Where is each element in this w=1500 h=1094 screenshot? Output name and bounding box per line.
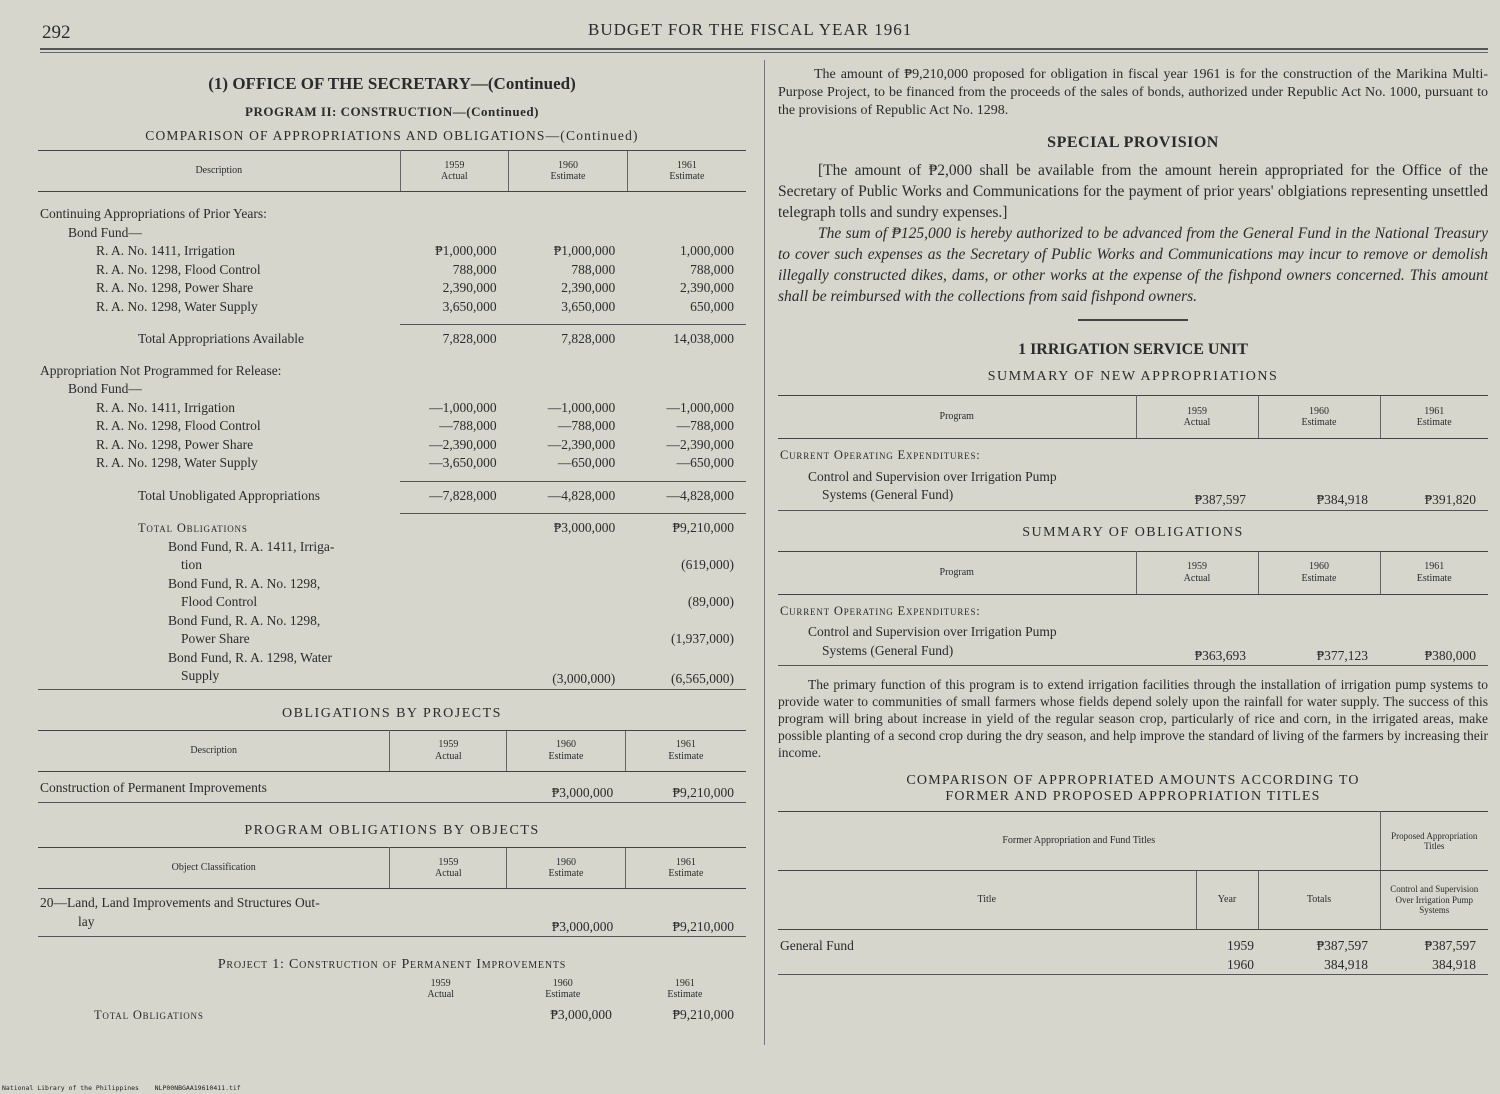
table-row: Power Share (1,937,000) bbox=[181, 631, 734, 646]
program-title: PROGRAM II: CONSTRUCTION—(Continued) bbox=[245, 104, 539, 119]
comparison-title-1: COMPARISON OF APPROPRIATED AMOUNTS ACCORDING TO bbox=[906, 773, 1360, 788]
special-provision-1: [The amount of ₱2,000 shall be available from the amount herein appropriated for the Office of the Secretary of Public Works and Communications for the payment of prior years' oblgiations representing unsettled telegraph tolls and sundry expenses.] bbox=[778, 162, 1488, 221]
table-row: Flood Control (89,000) bbox=[181, 594, 734, 609]
scan-footer: National Library of the Philippines NLP00NBGAA19610411.tif bbox=[2, 1084, 241, 1092]
col-1959: 1959 Actual bbox=[400, 151, 509, 192]
table-row: 1960 384,918 384,918 bbox=[778, 956, 1488, 975]
col-object: Object Classification bbox=[38, 848, 390, 889]
header-rule bbox=[40, 48, 1488, 50]
page-header bbox=[0, 14, 1500, 48]
bond-fund-label: Bond Fund— bbox=[68, 224, 142, 240]
table-row: Total Obligations ₱3,000,000 ₱9,210,000 bbox=[94, 1007, 734, 1022]
intro-paragraph: The amount of ₱9,210,000 proposed for obligation in fiscal year 1961 is for the construction of the Marikina Multi-Purpose Project, to be financed from the proceeds of the sales of bonds, authorized under Republic Act No. 1000, pursuant to the provisions of Republic Act No. 1298. bbox=[778, 67, 1488, 118]
table-row: R. A. No. 1411, Irrigation ₱1,000,000 ₱1,000,000 1,000,000 bbox=[96, 243, 734, 258]
section-title: (1) OFFICE OF THE SECRETARY—(Continued) bbox=[208, 74, 576, 93]
obligations-table: Program 1959 Actual 1960 Estimate 1961 Estimate Current Operating Expenditures: Control and Supervision over Irrigation Pump Systems (General Fund) ₱363,693 ₱377,123 ₱380,000 bbox=[778, 551, 1488, 667]
comparison-title: COMPARISON OF APPROPRIATIONS AND OBLIGATIONS—(Continued) bbox=[145, 128, 639, 143]
header-rule-thin bbox=[40, 52, 1488, 53]
objects-title: PROGRAM OBLIGATIONS BY OBJECTS bbox=[244, 823, 540, 838]
column-divider bbox=[764, 60, 765, 1045]
table-row: General Fund 1959 ₱387,597 ₱387,597 bbox=[780, 938, 1476, 953]
col-description: Description bbox=[38, 151, 400, 192]
new-approp-table: Program 1959 Actual 1960 Estimate 1961 Estimate Current Operating Expenditures: Control and Supervision over Irrigation Pump Systems (General Fund) ₱387,597 ₱384,918 ₱391,820 bbox=[778, 395, 1488, 511]
table-row: R. A. No. 1298, Water Supply 3,650,000 3,650,000 650,000 bbox=[96, 298, 734, 314]
special-provision-title: SPECIAL PROVISION bbox=[1047, 134, 1219, 151]
comparison-title-2: FORMER AND PROPOSED APPROPRIATION TITLES bbox=[945, 789, 1321, 804]
unit-title: 1 IRRIGATION SERVICE UNIT bbox=[1018, 341, 1248, 358]
table-row: Supply (3,000,000) (6,565,000) bbox=[38, 667, 746, 689]
table-row: R. A. No. 1298, Power Share 2,390,000 2,390,000 2,390,000 bbox=[96, 280, 734, 295]
col-1961: 1961 Estimate bbox=[627, 151, 746, 192]
section-rule bbox=[1078, 319, 1188, 321]
obligations-title: SUMMARY OF OBLIGATIONS bbox=[1022, 524, 1244, 540]
table-row: Bond Fund, R. A. 1298, Water bbox=[168, 649, 333, 665]
table-row: R. A. No. 1298, Flood Control —788,000 —788,000 —788,000 bbox=[96, 418, 734, 433]
projects-title: OBLIGATIONS BY PROJECTS bbox=[282, 705, 502, 721]
table-row: R. A. No. 1298, Flood Control 788,000 788,000 788,000 bbox=[96, 261, 734, 277]
table-row: R. A. No. 1298, Power Share —2,390,000 —2,390,000 —2,390,000 bbox=[96, 436, 734, 452]
special-provision-2: The sum of ₱125,000 is hereby authorized to be advanced from the General Fund in the National Treasury to cover such expenses as the Secretary of Public Works and Communications may incur to remove or demolish illegally constructed dikes, dams, or other works at the expense of the fishpond owners concerned. This amount shall be reimbursed with the collections from said fishpond owners. bbox=[778, 225, 1488, 305]
not-programmed-title: Appropriation Not Programmed for Release: bbox=[40, 362, 282, 378]
table-row: lay ₱3,000,000 ₱9,210,000 bbox=[38, 913, 746, 937]
table-row: tion (619,000) bbox=[181, 557, 734, 572]
project1-title: Project 1: Construction of Permanent Improvements bbox=[217, 957, 567, 972]
table-row: R. A. No. 1411, Irrigation —1,000,000 —1,000,000 —1,000,000 bbox=[96, 399, 734, 415]
total-available-row: Total Appropriations Available 7,828,000 7,828,000 14,038,000 bbox=[38, 325, 746, 349]
table-row: Bond Fund, R. A. 1411, Irriga- bbox=[168, 538, 335, 554]
project1-table: 1959 Actual 1960 Estimate 1961 Estimate Total Obligations ₱3,000,000 ₱9,210,000 bbox=[38, 977, 746, 1025]
table-row: 20—Land, Land Improvements and Structures Out- bbox=[40, 895, 320, 910]
table-row: Bond Fund, R. A. No. 1298, bbox=[168, 575, 321, 591]
table-row: Systems (General Fund) ₱363,693 ₱377,123 ₱380,000 bbox=[778, 642, 1488, 666]
function-paragraph: The primary function of this program is to extend irrigation facilities through the installation of irrigation pump systems to provide water to communities of small farmers whose fields depend solely upon the rainfall for water supply. The success of this program will bring about increase in yield of the regular season crop, particularly of rice and corn, in the irrigated areas, make possible planting of a second crop during the dry season, and help improve the standard of living of the farmers by increasing their income. bbox=[778, 677, 1488, 760]
objects-table: Object Classification 1959 Actual 1960 Estimate 1961 Estimate 20—Land, Land Improvements and Structures Out- lay ₱3,000,000 ₱9,210,000 bbox=[38, 847, 746, 937]
col-description: Description bbox=[38, 730, 390, 771]
continuing-title: Continuing Appropriations of Prior Years: bbox=[40, 206, 267, 221]
right-column bbox=[778, 58, 1488, 975]
left-column bbox=[38, 58, 746, 1025]
table-row: Construction of Permanent Improvements ₱3,000,000 ₱9,210,000 bbox=[38, 771, 746, 803]
new-approp-title: SUMMARY OF NEW APPROPRIATIONS bbox=[987, 369, 1279, 384]
comparison-table bbox=[38, 150, 746, 690]
projects-table: Description 1959 Actual 1960 Estimate 1961 Estimate Construction of Permanent Improvements ₱3,000,000 ₱9,210,000 bbox=[38, 730, 746, 804]
page-title: BUDGET FOR THE FISCAL YEAR 1961 bbox=[588, 20, 913, 39]
total-unobligated-row: Total Unobligated Appropriations —7,828,000 —4,828,000 —4,828,000 bbox=[38, 481, 746, 505]
table-row: R. A. No. 1298, Water Supply —3,650,000 —650,000 —650,000 bbox=[96, 455, 734, 470]
bond-fund-label: Bond Fund— bbox=[68, 381, 142, 396]
former-proposed-table: Former Appropriation and Fund Titles Proposed Appropriation Titles Title Year Totals Control and Supervision Over Irrigation Pump Systems General Fund 1959 ₱387,597 ₱387,597 1960 384,918 384,918 bbox=[778, 811, 1488, 975]
page-number: 292 bbox=[42, 22, 71, 43]
table-row: Systems (General Fund) ₱387,597 ₱384,918 ₱391,820 bbox=[778, 486, 1488, 510]
total-obligations-row: Total Obligations ₱3,000,000 ₱9,210,000 bbox=[38, 514, 746, 538]
col-1960: 1960 Estimate bbox=[509, 151, 628, 192]
table-row: Bond Fund, R. A. No. 1298, bbox=[168, 612, 321, 628]
